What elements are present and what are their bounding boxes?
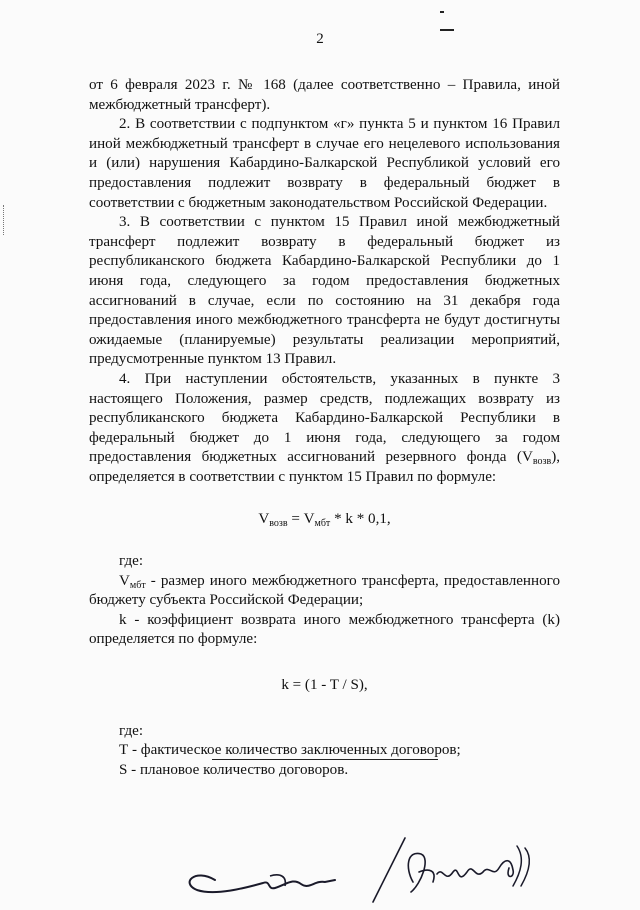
formula1-v: V [258,511,270,528]
definition-t: Т - фактическое количество заключенных договоров; [119,742,461,759]
signature-drawing [175,828,555,905]
paragraph-4-text-b: ), определяется в соответствии с пунктом 15 Правил по формуле: [89,449,560,485]
where-label-1: где: [119,553,144,570]
definition-vmbt [89,572,560,611]
paragraph-3: 3. В соответствии с пунктом 15 Правил иной межбюджетный трансферт подлежит возврату в федеральный бюджет из республиканского бюджета Кабардино-Балкарской Республики до 1 июня года, следующего за годом предоставления бюджетных ассигнований в случае, если по состоянию на 31 декабря года предоставления иного межбюджетного трансферта не будут достигнуты ожидаемые (планируемые) результаты реализации мероприятий, предусмотренные пунктом 13 Правил. [89,214,560,368]
paragraph-4-text-a: 4. При наступлении обстоятельств, указанных в пункте 3 настоящего Положения, размер средств, подлежащих возврату из республиканского бюджета Кабардино-Балкарской Республики в федеральный бюджет до 1 июня года, следующего за годом предоставления бюджетных ассигнований резервного фонда (V [89,370,560,466]
definition-vmbt-text: - размер иного межбюджетного трансферта, предоставленного бюджету субъекта Российской Федерации; [89,572,560,609]
separator-line [212,759,438,760]
formula1-sub2: мбт [314,518,331,530]
definition-vmbt-v: V [119,572,130,589]
formula1-sub1: возв [269,518,288,530]
definition-s: S - плановое количество договоров. [119,761,349,778]
handwritten-signatures [175,828,555,905]
definition-k: k - коэффициент возврата иного межбюджетного трансферта (k) определяется по формуле: [89,611,560,648]
paragraph-4 [89,370,560,488]
formula1-mid: = V [287,511,315,528]
formula1-rest: * k * 0,1, [330,511,391,528]
document-body [89,76,560,780]
page-number: 2 [316,31,324,47]
formula-coefficient: k = (1 - T / S), [281,677,368,694]
definition-vmbt-sub: мбт [129,579,146,591]
paragraph-continuation: от 6 февраля 2023 г. № 168 (далее соответственно – Правила, иной межбюджетный трансферт). [89,77,560,113]
top-margin-mark [440,0,466,6]
margin-perforation [3,205,6,235]
where-label-2: где: [119,722,144,739]
paragraph-4-subscript: возв [532,456,552,468]
formula-return-amount [89,510,560,530]
paragraph-2: 2. В соответствии с подпунктом «г» пункта 5 и пунктом 16 Правил иной межбюджетный трансферт в случае его нецелевого использования и (или) нарушения Кабардино-Балкарской Республикой условий его предоставления подлежит возврату в федеральный бюджет в соответствии с бюджетным законодательством Российской Федерации. [89,116,560,211]
